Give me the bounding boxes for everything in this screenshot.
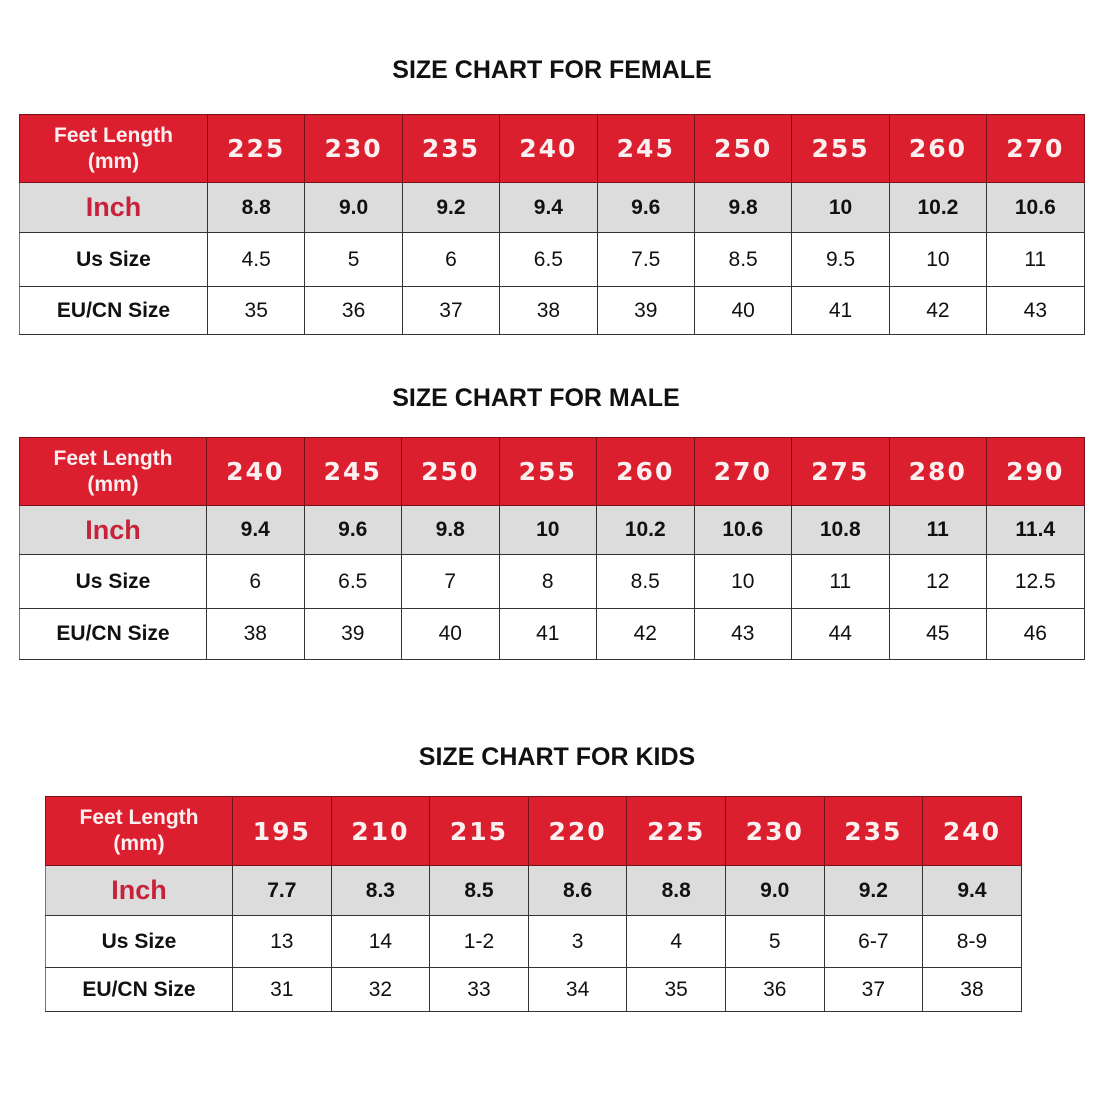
feet-length-cell: 240	[500, 115, 597, 183]
inch-cell: 8.6	[528, 866, 627, 916]
eu-size-cell: 40	[402, 609, 500, 660]
us-size-row	[20, 233, 1085, 287]
feet-length-row	[20, 438, 1085, 506]
eu-size-cell: 37	[824, 968, 923, 1012]
eu-size-cell: 35	[627, 968, 726, 1012]
eu-size-cell: 42	[889, 287, 986, 335]
eu-size-cell: 36	[305, 287, 402, 335]
us-size-cell: 12	[889, 555, 987, 609]
eu-size-label: EU/CN Size	[20, 287, 208, 335]
us-size-label: Us Size	[20, 555, 207, 609]
us-size-cell: 6.5	[304, 555, 402, 609]
inch-row	[46, 866, 1022, 916]
kids-chart-title: SIZE CHART FOR KIDS	[418, 743, 696, 771]
us-size-cell: 5	[725, 916, 824, 968]
inch-label: Inch	[20, 183, 208, 233]
us-size-cell: 14	[331, 916, 430, 968]
feet-length-cell: 260	[889, 115, 986, 183]
feet-length-cell: 230	[725, 797, 824, 866]
us-size-row	[20, 555, 1085, 609]
inch-cell: 9.8	[402, 506, 500, 555]
eu-size-cell: 43	[694, 609, 792, 660]
inch-cell: 9.0	[725, 866, 824, 916]
feet-length-cell: 280	[889, 438, 987, 506]
inch-cell: 10.2	[597, 506, 695, 555]
us-size-cell: 4.5	[208, 233, 305, 287]
female-size-table	[19, 114, 1085, 335]
us-size-cell: 12.5	[987, 555, 1085, 609]
us-size-cell: 9.5	[792, 233, 889, 287]
inch-label: Inch	[20, 506, 207, 555]
inch-cell: 9.4	[923, 866, 1022, 916]
us-size-cell: 4	[627, 916, 726, 968]
eu-size-cell: 45	[889, 609, 987, 660]
feet-length-cell: 250	[694, 115, 791, 183]
us-size-cell: 8	[499, 555, 597, 609]
feet-length-row	[46, 797, 1022, 866]
feet-length-cell: 225	[208, 115, 305, 183]
eu-size-cell: 40	[694, 287, 791, 335]
us-size-cell: 1-2	[430, 916, 529, 968]
inch-cell: 11	[889, 506, 987, 555]
inch-cell: 8.8	[627, 866, 726, 916]
feet-length-cell: 235	[824, 797, 923, 866]
us-size-cell: 5	[305, 233, 402, 287]
feet-length-label: Feet Length (mm)	[46, 797, 233, 866]
inch-row	[20, 183, 1085, 233]
eu-size-cell: 35	[208, 287, 305, 335]
us-size-cell: 13	[233, 916, 332, 968]
male-size-table	[19, 437, 1085, 660]
feet-length-cell: 255	[499, 438, 597, 506]
us-size-label: Us Size	[20, 233, 208, 287]
eu-size-cell: 39	[597, 287, 694, 335]
inch-cell: 9.6	[597, 183, 694, 233]
feet-length-cell: 260	[597, 438, 695, 506]
feet-length-cell: 225	[627, 797, 726, 866]
inch-cell: 10	[499, 506, 597, 555]
male-chart-title: SIZE CHART FOR MALE	[392, 384, 680, 412]
inch-cell: 10.6	[694, 506, 792, 555]
us-size-cell: 11	[987, 233, 1084, 287]
feet-length-label: Feet Length (mm)	[20, 438, 207, 506]
eu-size-cell: 41	[499, 609, 597, 660]
inch-cell: 9.2	[824, 866, 923, 916]
feet-length-cell: 275	[792, 438, 890, 506]
eu-size-cell: 34	[528, 968, 627, 1012]
feet-length-cell: 270	[694, 438, 792, 506]
us-size-label: Us Size	[46, 916, 233, 968]
inch-cell: 11.4	[987, 506, 1085, 555]
us-size-cell: 10	[694, 555, 792, 609]
eu-size-cell: 38	[923, 968, 1022, 1012]
eu-size-cell: 39	[304, 609, 402, 660]
eu-size-cell: 32	[331, 968, 430, 1012]
inch-cell: 8.8	[208, 183, 305, 233]
feet-length-cell: 245	[304, 438, 402, 506]
eu-size-row	[20, 609, 1085, 660]
eu-size-cell: 41	[792, 287, 889, 335]
eu-size-cell: 31	[233, 968, 332, 1012]
us-size-cell: 6	[207, 555, 305, 609]
us-size-cell: 6	[402, 233, 499, 287]
inch-row	[20, 506, 1085, 555]
us-size-cell: 3	[528, 916, 627, 968]
inch-cell: 9.4	[207, 506, 305, 555]
inch-cell: 9.8	[694, 183, 791, 233]
eu-size-cell: 38	[500, 287, 597, 335]
eu-size-row	[20, 287, 1085, 335]
feet-length-cell: 270	[987, 115, 1084, 183]
eu-size-cell: 36	[725, 968, 824, 1012]
feet-length-row	[20, 115, 1085, 183]
inch-cell: 7.7	[233, 866, 332, 916]
eu-size-cell: 42	[597, 609, 695, 660]
eu-size-cell: 37	[402, 287, 499, 335]
us-size-cell: 6-7	[824, 916, 923, 968]
eu-size-label: EU/CN Size	[20, 609, 207, 660]
feet-length-cell: 215	[430, 797, 529, 866]
inch-cell: 10.6	[987, 183, 1084, 233]
feet-length-cell: 235	[402, 115, 499, 183]
us-size-cell: 8.5	[694, 233, 791, 287]
feet-length-cell: 195	[233, 797, 332, 866]
feet-length-label: Feet Length (mm)	[20, 115, 208, 183]
us-size-cell: 11	[792, 555, 890, 609]
kids-size-table	[45, 796, 1022, 1012]
inch-cell: 9.0	[305, 183, 402, 233]
inch-cell: 9.2	[402, 183, 499, 233]
feet-length-cell: 240	[923, 797, 1022, 866]
inch-label: Inch	[46, 866, 233, 916]
inch-cell: 9.6	[304, 506, 402, 555]
feet-length-cell: 255	[792, 115, 889, 183]
female-chart-title: SIZE CHART FOR FEMALE	[392, 56, 712, 84]
inch-cell: 9.4	[500, 183, 597, 233]
feet-length-cell: 230	[305, 115, 402, 183]
us-size-cell: 10	[889, 233, 986, 287]
eu-size-cell: 43	[987, 287, 1084, 335]
us-size-cell: 7	[402, 555, 500, 609]
eu-size-label: EU/CN Size	[46, 968, 233, 1012]
feet-length-cell: 240	[207, 438, 305, 506]
inch-cell: 10	[792, 183, 889, 233]
feet-length-cell: 290	[987, 438, 1085, 506]
eu-size-cell: 33	[430, 968, 529, 1012]
us-size-cell: 7.5	[597, 233, 694, 287]
eu-size-cell: 44	[792, 609, 890, 660]
eu-size-cell: 46	[987, 609, 1085, 660]
feet-length-cell: 250	[402, 438, 500, 506]
eu-size-cell: 38	[207, 609, 305, 660]
eu-size-row	[46, 968, 1022, 1012]
feet-length-cell: 210	[331, 797, 430, 866]
us-size-cell: 6.5	[500, 233, 597, 287]
inch-cell: 8.5	[430, 866, 529, 916]
feet-length-cell: 245	[597, 115, 694, 183]
us-size-cell: 8.5	[597, 555, 695, 609]
inch-cell: 8.3	[331, 866, 430, 916]
inch-cell: 10.2	[889, 183, 986, 233]
inch-cell: 10.8	[792, 506, 890, 555]
us-size-cell: 8-9	[923, 916, 1022, 968]
feet-length-cell: 220	[528, 797, 627, 866]
us-size-row	[46, 916, 1022, 968]
